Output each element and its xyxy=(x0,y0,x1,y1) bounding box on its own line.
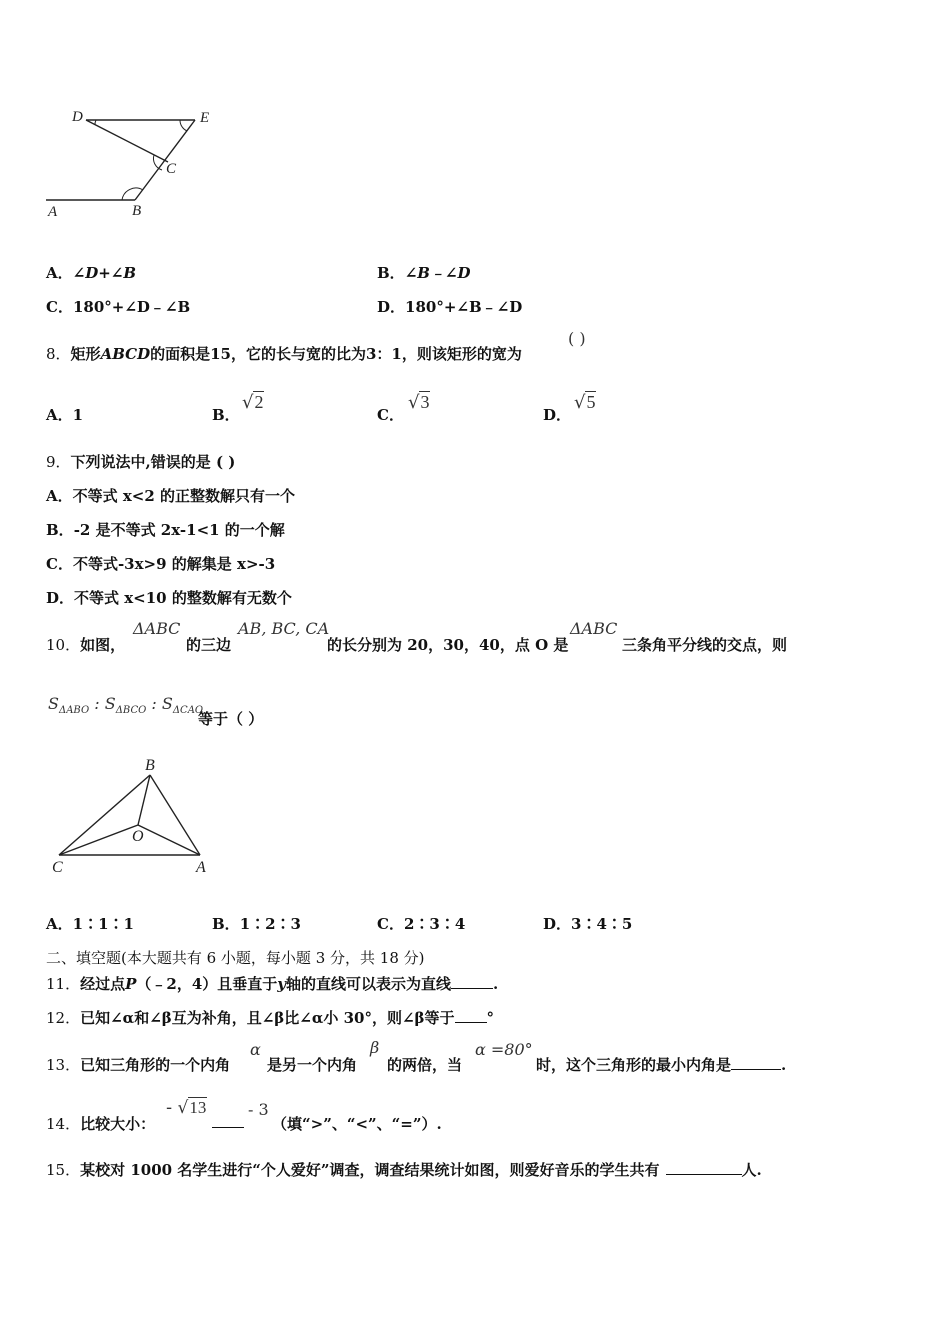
q7-option-d xyxy=(377,296,522,317)
option-key: C． xyxy=(377,915,404,933)
q13-alpha: α xyxy=(250,1040,261,1059)
angle-e-arc xyxy=(180,120,187,131)
radicand: 13 xyxy=(189,1098,207,1117)
option-key: C． xyxy=(377,406,404,424)
q10-text-3: 的长分别为 20，30，40，点 O 是 xyxy=(327,636,569,654)
option-key: A． xyxy=(46,406,73,424)
point-p: P xyxy=(125,975,137,993)
option-text: 1 xyxy=(72,406,84,424)
area-sub-bco: ΔBCO xyxy=(115,705,147,717)
answer-blank[interactable] xyxy=(731,1055,781,1070)
q7-option-b xyxy=(377,262,471,283)
option-key: B． xyxy=(212,915,240,933)
q10-triangle-1: ΔABC xyxy=(133,619,181,638)
q10-triangle-2: ΔABC xyxy=(570,619,618,638)
q7-option-c xyxy=(46,296,190,317)
q13-text-4-blank xyxy=(536,1054,786,1075)
q12-text-1: 已知∠α和∠β互为补角，且∠β比∠α小 30°，则∠β等于 xyxy=(80,1009,455,1027)
ratio-colon: : xyxy=(146,694,162,713)
label-c: C xyxy=(52,859,63,876)
radicand: 5 xyxy=(586,392,596,412)
question-number: 12． xyxy=(46,1009,81,1027)
q8-option-c xyxy=(377,404,404,425)
option-key: A． xyxy=(46,487,73,505)
minus-sign: - xyxy=(166,1098,173,1118)
q10-area-ratio xyxy=(48,694,203,716)
label-c: C xyxy=(166,161,177,177)
q11-text-4: . xyxy=(493,975,499,993)
q13-text-1: 已知三角形的一个内角 xyxy=(80,1056,231,1074)
option-key: A． xyxy=(46,915,73,933)
q12-text-2: ° xyxy=(486,1009,495,1027)
q8-option-b xyxy=(212,404,240,425)
option-key: D． xyxy=(46,589,75,607)
segment-dc xyxy=(86,120,168,162)
question-number: 10． xyxy=(46,636,81,654)
q13-text-5: . xyxy=(781,1056,787,1074)
answer-blank[interactable] xyxy=(451,974,493,989)
q10-number-intro xyxy=(46,634,125,655)
area-sub-cao: ΔCAO xyxy=(172,705,204,717)
segment-co xyxy=(59,825,138,855)
q8-option-b-sqrt: √2 xyxy=(242,392,264,413)
question-number: 9． xyxy=(46,453,71,471)
q11-text-1: 经过点 xyxy=(80,975,126,993)
option-key: B． xyxy=(377,264,405,282)
option-text: 不等式 x<10 的整数解有无数个 xyxy=(74,589,292,607)
axis-y: y xyxy=(277,975,286,993)
q13-equation: α =80° xyxy=(475,1040,533,1059)
radicand: 3 xyxy=(420,392,430,412)
q8-paren: ( ) xyxy=(568,329,586,348)
q14-rhs: - 3 xyxy=(248,1100,269,1119)
q10-option-d xyxy=(543,913,632,934)
option-text: -2 是不等式 2x-1<1 的一个解 xyxy=(73,521,285,539)
q15-text-1: 某校对 1000 名学生进行“个人爱好”调查，调查结果统计如图，则爱好音乐的学生共有 xyxy=(80,1161,660,1179)
question-number: 8． xyxy=(46,345,71,363)
option-text: 180°+∠D﹣∠B xyxy=(72,298,191,316)
q13-beta: β xyxy=(370,1038,380,1057)
question-number: 14． xyxy=(46,1115,81,1133)
label-e: E xyxy=(200,110,210,126)
q10-sides: AB, BC, CA xyxy=(238,619,330,638)
q12 xyxy=(46,1007,494,1028)
q11 xyxy=(46,973,498,994)
option-key: C． xyxy=(46,555,73,573)
area-symbol: S xyxy=(48,694,59,713)
option-text: 180°+∠B﹣∠D xyxy=(405,298,523,316)
q15 xyxy=(46,1159,762,1180)
segment-bo xyxy=(138,775,150,825)
q9-option-a xyxy=(46,485,295,506)
q9-text: 下列说法中,错误的是 ( ) xyxy=(70,453,236,471)
q9-option-d xyxy=(46,587,292,608)
q14-num-text1 xyxy=(46,1113,155,1134)
q9-stem xyxy=(46,451,235,472)
q10-text-2: 的三边 xyxy=(186,636,232,654)
option-text: ∠B﹣∠D xyxy=(404,264,471,282)
q10-option-a xyxy=(46,913,134,934)
option-key: C． xyxy=(46,298,73,316)
option-key: B． xyxy=(212,406,240,424)
q11-text-2: （﹣2，4）且垂直于 xyxy=(136,975,278,993)
q9-option-c xyxy=(46,553,275,574)
q13-num-text1 xyxy=(46,1054,230,1075)
q10-option-c xyxy=(377,913,465,934)
q14-neg-sqrt13: - √13 xyxy=(166,1098,207,1118)
option-key: D． xyxy=(543,406,572,424)
answer-blank[interactable] xyxy=(455,1008,487,1023)
q8-option-a xyxy=(46,404,83,425)
label-b: B xyxy=(145,757,155,774)
answer-blank[interactable] xyxy=(666,1160,742,1175)
option-text: 2∶3∶4 xyxy=(403,915,466,933)
option-text: ∠D+∠B xyxy=(72,264,137,282)
q9-option-b xyxy=(46,519,285,540)
option-text: 1∶1∶1 xyxy=(72,915,134,933)
area-symbol: S xyxy=(161,694,173,713)
ratio-colon: : xyxy=(89,694,105,713)
option-text: 1∶2∶3 xyxy=(239,915,301,933)
option-text: 不等式 x<2 的正整数解只有一个 xyxy=(72,487,296,505)
label-o: O xyxy=(132,828,144,845)
area-symbol: S xyxy=(104,694,116,713)
q13-text-2: 是另一个内角 xyxy=(267,1056,358,1074)
q8-stem xyxy=(46,343,522,364)
q10-text-4: 三条角平分线的交点，则 xyxy=(622,636,788,654)
q14-answer-blank[interactable] xyxy=(212,1113,244,1128)
section-2-heading: 二、填空题(本大题共有 6 小题，每小题 3 分，共 18 分) xyxy=(46,949,425,967)
option-key: D． xyxy=(543,915,572,933)
q15-text-2: 人. xyxy=(741,1161,762,1179)
q10-text-5: 等于（ ） xyxy=(198,710,264,728)
q8-text-pre: 矩形 xyxy=(70,345,101,363)
q13-text-4: 时，这个三角形的最小内角是 xyxy=(536,1056,732,1074)
label-a: A xyxy=(48,204,58,220)
q10-option-b xyxy=(212,913,301,934)
segment-eb xyxy=(135,120,195,200)
q10-text-1: 如图， xyxy=(80,636,126,654)
q8-option-d xyxy=(543,404,571,425)
q13-text-3: 的两倍，当 xyxy=(387,1056,463,1074)
question-number: 15． xyxy=(46,1161,81,1179)
option-key: A． xyxy=(46,264,73,282)
label-d: D xyxy=(72,109,83,125)
q11-text-3: 轴的直线可以表示为直线 xyxy=(285,975,451,993)
q14-text-2: （填“>”、“<”、“=”）. xyxy=(272,1115,442,1133)
q8-option-d-sqrt: √5 xyxy=(574,392,596,413)
q8-text-post: 的面积是15，它的长与宽的比为3：1，则该矩形的宽为 xyxy=(150,345,522,363)
question-number: 11． xyxy=(46,975,81,993)
q10-figure xyxy=(40,750,230,880)
q8-option-c-sqrt: √3 xyxy=(408,392,430,413)
q14-text-1: 比较大小： xyxy=(80,1115,156,1133)
option-key: B． xyxy=(46,521,74,539)
question-number: 13． xyxy=(46,1056,81,1074)
area-sub-abo: ΔABO xyxy=(58,705,90,717)
radicand: 2 xyxy=(254,392,264,412)
q7-figure xyxy=(40,100,230,225)
q7-option-a xyxy=(46,262,136,283)
option-key: D． xyxy=(377,298,406,316)
label-b: B xyxy=(132,203,142,219)
option-text: 不等式-3x>9 的解集是 x>-3 xyxy=(72,555,276,573)
rect-name: ABCD xyxy=(100,345,151,363)
label-a: A xyxy=(196,859,206,876)
option-text: 3∶4∶5 xyxy=(571,915,633,933)
